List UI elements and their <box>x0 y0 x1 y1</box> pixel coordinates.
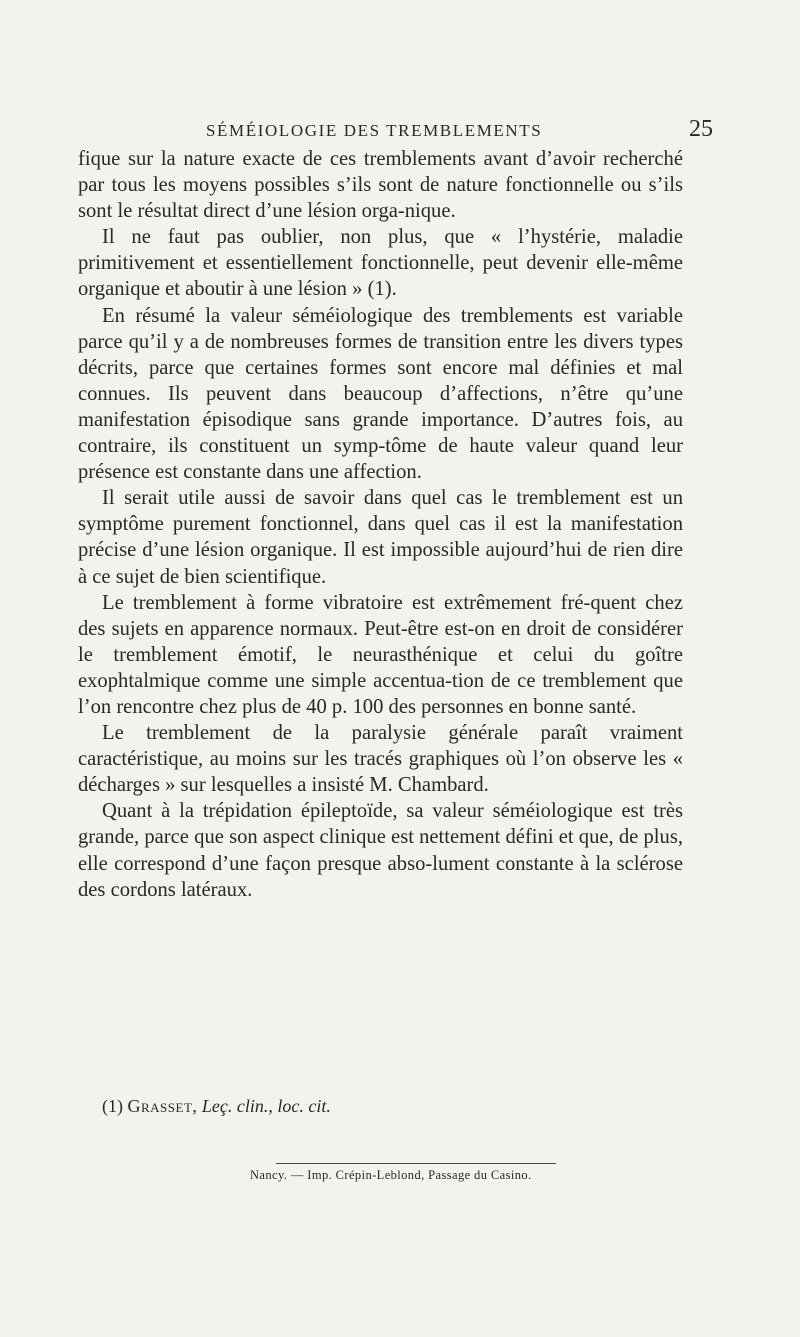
paragraph: Le tremblement à forme vibratoire est extrêmement fré-quent chez des sujets en apparence normaux. Peut-être est-on en droit de considérer le tremblement émotif, le neurasthénique et celui du goître exophtalmique comme une simple accentua-tion de ce tremblement que l’on rencontre chez plus de 40 p. 100 des personnes en bonne santé. <box>78 591 683 718</box>
paragraph-continuation: fique sur la nature exacte de ces tremblements avant d’avoir recherché par tous les moyens possibles s’ils sont de nature fonctionnelle ou s’ils sont le résultat direct d’une lésion orga-nique. <box>78 148 683 223</box>
body-text <box>78 146 683 903</box>
footnote-author: Grasset, <box>127 1096 198 1116</box>
footnote-reference: loc. cit. <box>277 1096 331 1116</box>
printer-imprint: Nancy. — Imp. Crépin-Leblond, Passage du Casino. <box>250 1168 532 1182</box>
running-title: SÉMÉIOLOGIE DES TREMBLEMENTS <box>206 121 543 140</box>
page-number: 25 <box>689 116 713 142</box>
paragraph: Il ne faut pas oublier, non plus, que « l’hystérie, maladie primitivement et essentiellement fonctionnelle, peut devenir elle-même organique et aboutir à une lésion » (1). <box>78 226 683 301</box>
paragraph: En résumé la valeur séméiologique des tremblements est variable parce qu’il y a de nombreuses formes de transition entre les divers types décrits, parce que certaines formes sont encore mal définies et mal connues. Ils peuvent dans beaucoup d’affections, n’être qu’une manifestation épisodique sans grande importance. D’autres fois, au contraire, ils constituent un symp-tôme de haute valeur quand leur présence est constante dans une affection. <box>78 304 683 484</box>
imprint-rule <box>276 1163 556 1164</box>
footnote-work: Leç. clin., <box>201 1096 273 1116</box>
paragraph: Quant à la trépidation épileptoïde, sa valeur séméiologique est très grande, parce que son aspect clinique est nettement défini et que, de plus, elle correspond d’une façon presque abso-lument constante à la sclérose des cordons latéraux. <box>78 800 683 901</box>
footnote-marker: (1) <box>102 1096 123 1116</box>
paragraph: Le tremblement de la paralysie générale paraît vraiment caractéristique, au moins sur les tracés graphiques où l’on observe les « décharges » sur lesquelles a insisté M. Chambard. <box>78 722 683 797</box>
footnote <box>102 1096 331 1117</box>
paragraph: Il serait utile aussi de savoir dans quel cas le tremblement est un symptôme purement fonctionnel, dans quel cas il est la manifestation précise d’une lésion organique. Il est impossible aujourd’hui de rien dire à ce sujet de bien scientifique. <box>78 487 683 588</box>
page-header <box>78 116 713 146</box>
